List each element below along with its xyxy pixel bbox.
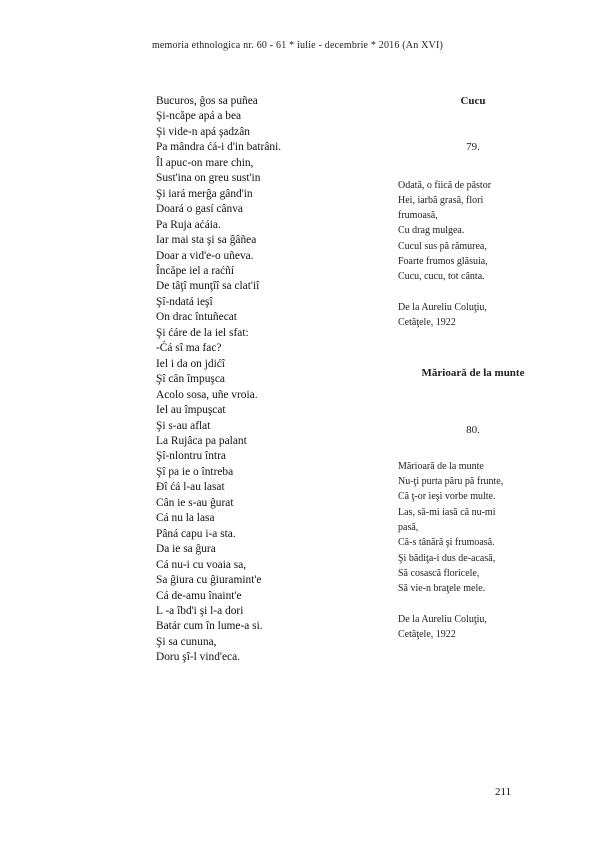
song-line: Hei, iarbă grasă, flori	[398, 194, 484, 206]
right-column	[398, 94, 548, 642]
left-poem	[156, 94, 371, 666]
song-text-cucu	[398, 178, 548, 285]
song-line: Cucu, cucu, tot cânta.	[398, 271, 485, 283]
poem-line: Bucuros, ĝos sa puñea	[156, 95, 258, 107]
song-line: Cu drag mulgea.	[398, 225, 465, 237]
source-line: De la Aureliu Coluţiu,	[398, 301, 487, 313]
song-number-79: 79.	[466, 141, 480, 154]
poem-line: Iel i da on jdićî	[156, 357, 225, 370]
poem-line: Îl apuc-on mare chin,	[156, 156, 254, 169]
source-line: De la Aureliu Coluţiu,	[398, 613, 487, 625]
poem-line: De tâţî munţîî sa clat'iî	[156, 280, 260, 293]
poem-line: Şî cân împuşca	[156, 373, 225, 386]
poem-line: Şi s-au aflat	[156, 419, 211, 432]
poem-line: Şi vide-n apá şadzân	[156, 125, 250, 138]
poem-line: Cân ie s-au ĝurat	[156, 496, 234, 509]
song-line: Şi bădiţa-i dus de-acasă,	[398, 552, 496, 564]
poem-line: Şi sa cununa,	[156, 635, 217, 648]
poem-line: Şi ćáre de la iel sfat:	[156, 326, 249, 339]
poem-line: Şi-ncăpe apá a bea	[156, 110, 242, 123]
page-number: 211	[495, 786, 512, 798]
poem-line: Da ie sa ĝura	[156, 543, 216, 556]
song-line: frumoasă,	[398, 210, 438, 222]
poem-line: Acolo sosa, uñe vroia.	[156, 388, 258, 401]
poem-line: Şî-ndatá ieşî	[156, 295, 213, 308]
song-line: Mărioară de la munte	[398, 460, 484, 472]
song-title-marioara: Mărioară de la munte	[421, 367, 525, 380]
song-line: Nu-ţi purta păru pă frunte,	[398, 476, 504, 488]
poem-line: Sa ĝiura cu ĝiuramint'e	[156, 574, 262, 587]
song-line: Că-s tânără şi frumoasă.	[398, 537, 495, 549]
poem-line: Đî ćá l-au lasat	[156, 481, 225, 494]
song-number-80: 80.	[466, 423, 480, 436]
song-line: Las, să-mi iasă că nu-mi	[398, 506, 496, 518]
poem-line: Şi iará merĝa gând'in	[156, 187, 253, 200]
song-title-cucu: Cucu	[460, 95, 486, 107]
poem-line: Cá nu la lasa	[156, 512, 215, 525]
poem-line: Şî pa ie o întreba	[156, 465, 234, 478]
song-line: Cucul sus pă rămurea,	[398, 240, 487, 252]
running-header: memoria ethnologica nr. 60 - 61 * iulie - decembrie * 2016 (An XVI)	[151, 40, 444, 51]
song-line: Că ţ-or ieşi vorbe multe.	[398, 491, 496, 503]
poem-line: Cá nu-i cu voaia sa,	[156, 558, 247, 571]
poem-line: Şî-nlontru întra	[156, 450, 226, 463]
song-text-marioara	[398, 459, 548, 597]
source-note	[398, 300, 548, 331]
song-line: Odată, o fiică de păstor	[398, 179, 492, 191]
source-note	[398, 612, 548, 643]
poem-line: Batár cum în lume-a si.	[156, 620, 263, 633]
poem-line: Iar mai sta şi sa ĝâñea	[156, 234, 257, 247]
poem-line: Doará o gasí cânva	[156, 203, 243, 216]
poem-line: La Rujâca pa palant	[156, 434, 247, 447]
poem-line: Cá de-amu înaint'e	[156, 589, 242, 602]
poem-line: L -a îbd'i şi l-a dori	[156, 604, 244, 617]
source-line: Cetăţele, 1922	[398, 316, 456, 328]
poem-line: Doar a vid'e-o uñeva.	[156, 249, 254, 262]
poem-line: Pa mândra ćá-i d'in batrâni.	[156, 141, 282, 154]
song-line: Să cosască floricele,	[398, 567, 480, 579]
poem-line: Sust'ina on greu sust'in	[156, 172, 261, 185]
poem-line: Iel au împuşcat	[156, 404, 226, 417]
poem-line: Doru şî-l vind'eca.	[156, 651, 240, 664]
source-line: Cetăţele, 1922	[398, 628, 456, 640]
poem-line: On drac întuñecat	[156, 311, 237, 324]
song-line: pasă,	[398, 522, 419, 534]
song-line: Să vie-n braţele mele.	[398, 583, 486, 595]
poem-line: -Ćá sî ma fac?	[156, 342, 222, 355]
poem-line: Pa Ruja aćáia.	[156, 218, 221, 231]
poem-line: Pâná capu i-a sta.	[156, 527, 236, 540]
poem-line: Încăpe iel a raćñí	[156, 264, 235, 277]
song-line: Foarte frumos glăsuia,	[398, 256, 488, 268]
